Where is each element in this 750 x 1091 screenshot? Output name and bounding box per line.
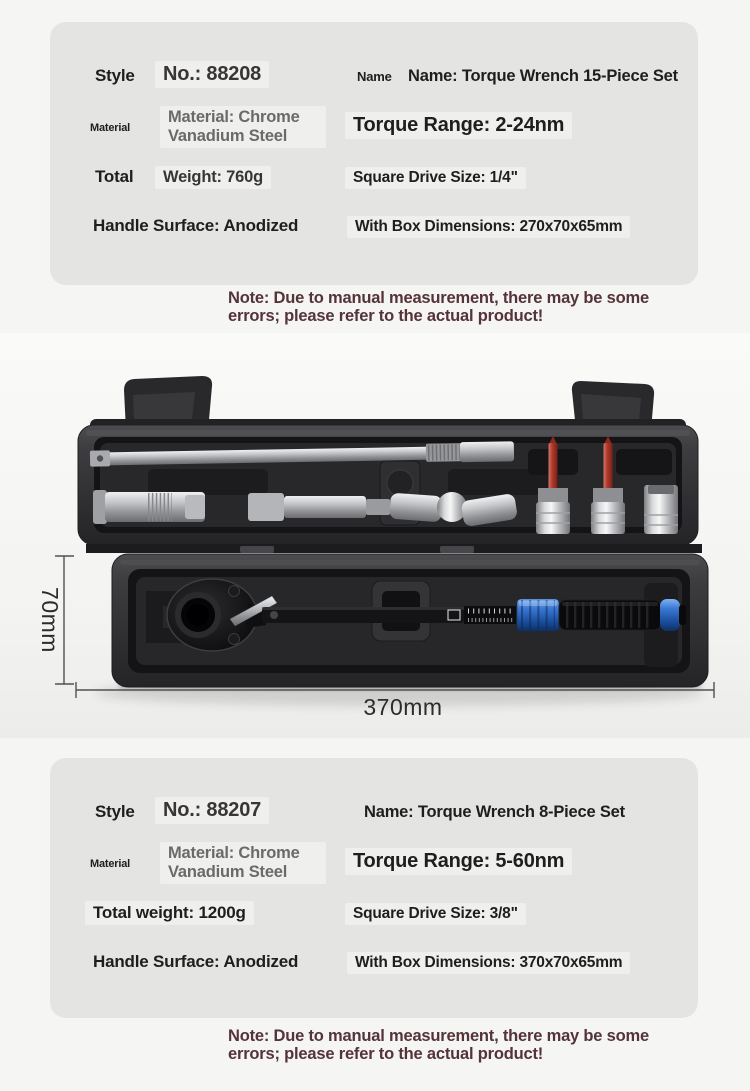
square-drive-text: Square Drive Size: 1/4" — [345, 167, 526, 189]
chrome-socket — [644, 485, 678, 534]
case-base — [112, 554, 708, 687]
wrench-shaft — [262, 606, 516, 624]
torque-range — [353, 114, 564, 137]
style-number-value: No.: 88207 — [155, 797, 269, 824]
box-dimensions-text: With Box Dimensions: 270x70x65mm — [347, 216, 630, 238]
total-weight — [93, 903, 246, 923]
box-dimensions — [355, 218, 622, 236]
spark-plug-socket — [93, 490, 205, 524]
width-dimension-label: 370mm — [363, 694, 443, 720]
material-label: Material — [90, 858, 130, 870]
torque-scale — [464, 606, 516, 624]
measurement-note-top: Note: Due to manual measurement, there may be some errors; please refer to the actual product! — [228, 289, 649, 325]
spec-panel-top — [50, 22, 698, 285]
lid-slot-2 — [616, 449, 672, 475]
handle-surface: Handle Surface: Anodized — [93, 952, 299, 971]
torque-range-text: Torque Range: 5-60nm — [345, 848, 572, 875]
lid-recess-left — [148, 469, 268, 495]
handle-surface: Handle Surface: Anodized — [93, 216, 299, 235]
total-weight-text: Total weight: 1200g — [85, 901, 254, 925]
torque-range — [353, 850, 564, 873]
box-dimensions — [355, 954, 622, 972]
wrench-handle — [559, 600, 661, 630]
material-value — [168, 108, 318, 146]
style-number — [163, 799, 261, 822]
style-number — [163, 63, 261, 86]
product-name: Name: Torque Wrench 8-Piece Set — [364, 803, 625, 821]
material-label: Material — [90, 122, 130, 134]
material-text: Material: Chrome Vanadium Steel — [160, 106, 326, 148]
product-photo — [0, 333, 750, 738]
box-dimensions-text: With Box Dimensions: 370x70x65mm — [347, 952, 630, 974]
product-name: Name: Torque Wrench 15-Piece Set — [408, 67, 678, 85]
case-lid — [78, 419, 698, 545]
square-drive-size — [353, 905, 518, 923]
case-hinge — [86, 544, 702, 553]
weight-text: Weight: 760g — [155, 166, 271, 189]
square-drive-size — [353, 169, 518, 187]
weight-value — [163, 168, 263, 187]
measurement-note-bottom: Note: Due to manual measurement, there may be some errors; please refer to the actual product! — [228, 1027, 649, 1063]
style-label: Style — [95, 802, 135, 821]
torque-range-text: Torque Range: 2-24nm — [345, 112, 572, 139]
total-label: Total — [95, 167, 134, 186]
material-text: Material: Chrome Vanadium Steel — [160, 842, 326, 884]
style-number-value: No.: 88208 — [155, 61, 269, 88]
lid-divider-hole — [387, 470, 413, 496]
style-label: Style — [95, 66, 135, 85]
blue-adjuster-collar — [517, 599, 559, 631]
spec-panel-bottom — [50, 758, 698, 1018]
material-value — [168, 844, 318, 882]
name-label: Name — [357, 69, 392, 84]
square-drive-text: Square Drive Size: 3/8" — [345, 903, 526, 925]
height-dimension-label: 70mm — [37, 587, 63, 653]
